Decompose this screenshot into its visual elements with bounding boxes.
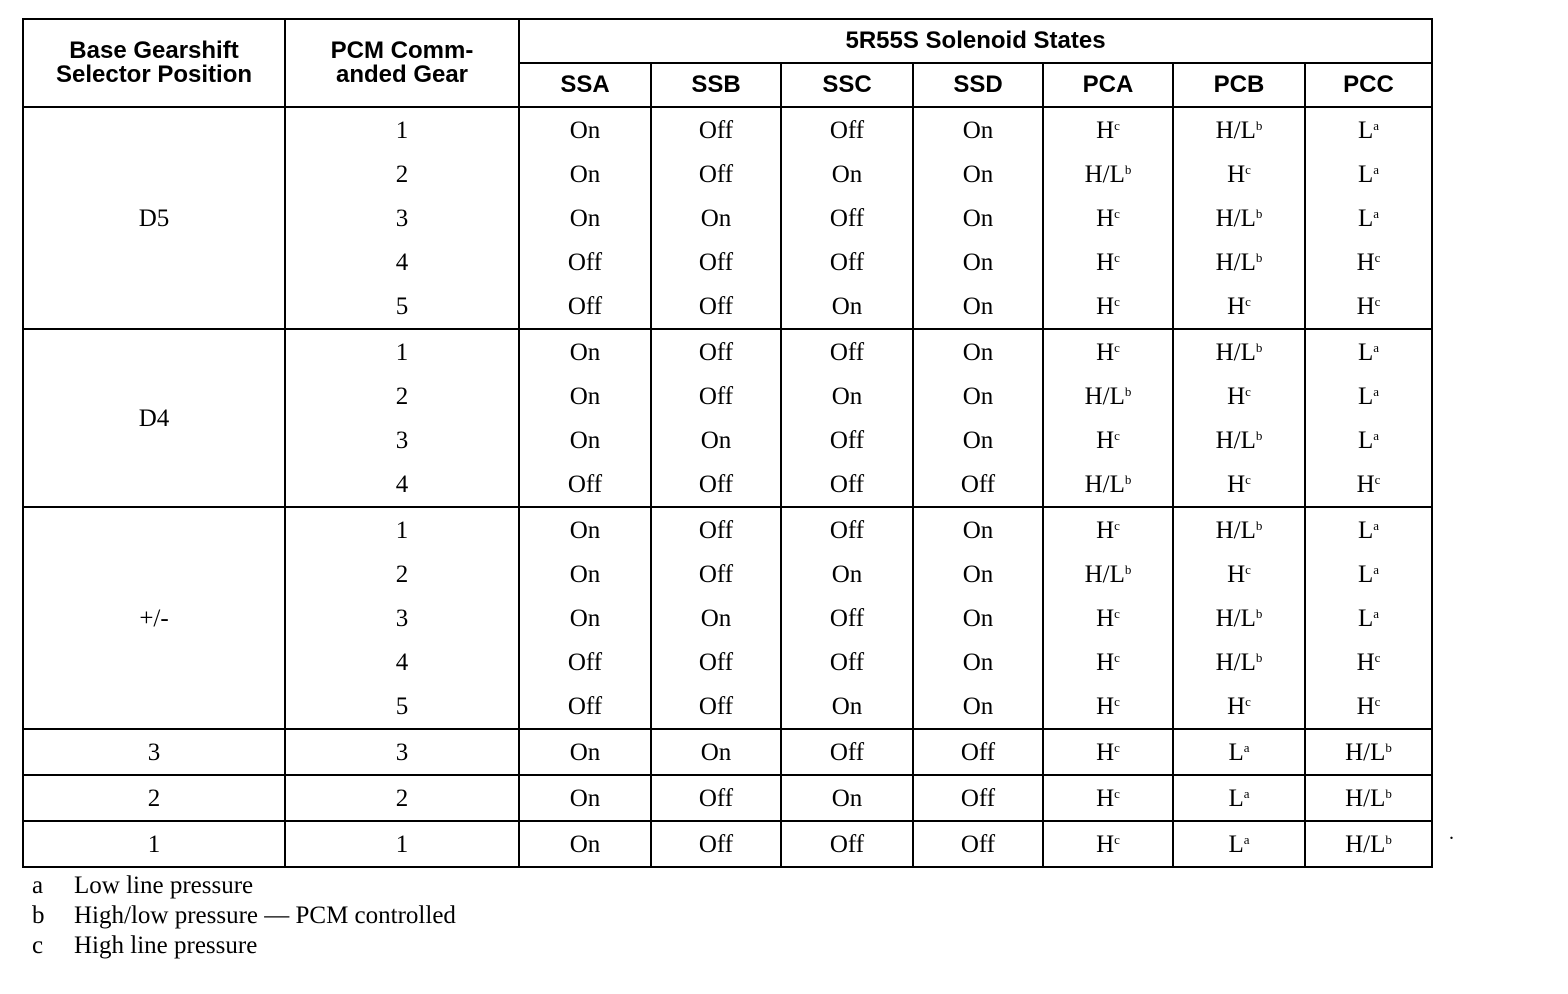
ssb-cell: Off bbox=[651, 152, 781, 196]
ssb-cell: On bbox=[651, 418, 781, 462]
ssc-cell: Off bbox=[781, 462, 913, 507]
footnote-item bbox=[32, 902, 456, 932]
header-selector-line2: Selector Position bbox=[55, 61, 253, 88]
pca-cell: $H^c$ bbox=[1043, 775, 1173, 821]
footnote-marker: b bbox=[1255, 517, 1263, 533]
ssa-cell: On bbox=[519, 107, 651, 152]
footnote-marker: c bbox=[1114, 249, 1120, 265]
ssa-cell: On bbox=[519, 507, 651, 552]
pcc-cell: $L^a$ bbox=[1305, 552, 1432, 596]
ssa-cell: On bbox=[519, 729, 651, 775]
commanded-gear-cell: 5 bbox=[285, 284, 519, 329]
footnote-marker: a bbox=[1373, 517, 1380, 533]
footnote-marker: a bbox=[1373, 427, 1380, 443]
footnote-item bbox=[32, 932, 456, 962]
commanded-gear-cell: 3 bbox=[285, 729, 519, 775]
pcb-cell: $H^c$ bbox=[1173, 552, 1305, 596]
ssc-cell: Off bbox=[781, 596, 913, 640]
table-header bbox=[23, 19, 1432, 107]
selector-position-cell: D5 bbox=[23, 107, 285, 329]
footnote-marker: a bbox=[1243, 785, 1250, 801]
pca-cell: $H^c$ bbox=[1043, 240, 1173, 284]
ssb-cell: Off bbox=[651, 640, 781, 684]
footnote-marker: c bbox=[1245, 561, 1251, 577]
ssd-cell: On bbox=[913, 107, 1043, 152]
pcc-cell: $L^a$ bbox=[1305, 596, 1432, 640]
stray-mark: . bbox=[1449, 822, 1454, 844]
ssc-cell: Off bbox=[781, 640, 913, 684]
footnote-text: High/low pressure — PCM controlled bbox=[74, 902, 456, 929]
pca-cell: $H^c$ bbox=[1043, 684, 1173, 729]
header-solenoid-states: 5R55S Solenoid States bbox=[519, 19, 1432, 63]
ssa-cell: On bbox=[519, 152, 651, 196]
ssa-cell: On bbox=[519, 329, 651, 374]
header-selector-position bbox=[23, 19, 285, 107]
ssd-cell: On bbox=[913, 240, 1043, 284]
pcc-cell: $H/L^b$ bbox=[1305, 821, 1432, 867]
footnote-marker: a bbox=[1243, 831, 1250, 847]
pca-cell: $H^c$ bbox=[1043, 640, 1173, 684]
pcb-cell: $L^a$ bbox=[1173, 729, 1305, 775]
ssd-cell: Off bbox=[913, 821, 1043, 867]
footnote-marker: b bbox=[1385, 739, 1392, 755]
pcb-cell: $H^c$ bbox=[1173, 374, 1305, 418]
ssd-cell: Off bbox=[913, 729, 1043, 775]
commanded-gear-cell: 5 bbox=[285, 684, 519, 729]
ssa-cell: On bbox=[519, 821, 651, 867]
footnote-marker: c bbox=[1114, 117, 1120, 133]
pcc-cell: $H^c$ bbox=[1305, 284, 1432, 329]
footnote-marker: a bbox=[1373, 605, 1380, 621]
ssa-cell: On bbox=[519, 552, 651, 596]
footnote-marker: c bbox=[1114, 517, 1120, 533]
ssd-cell: On bbox=[913, 374, 1043, 418]
ssd-cell: On bbox=[913, 640, 1043, 684]
ssa-cell: Off bbox=[519, 284, 651, 329]
commanded-gear-cell: 4 bbox=[285, 462, 519, 507]
footnote-text: Low line pressure bbox=[74, 872, 254, 899]
ssc-cell: Off bbox=[781, 821, 913, 867]
footnote-marker: b bbox=[1255, 339, 1263, 355]
ssc-cell: On bbox=[781, 552, 913, 596]
ssb-cell: Off bbox=[651, 507, 781, 552]
ssb-cell: On bbox=[651, 196, 781, 240]
footnote-marker: c bbox=[1374, 249, 1381, 265]
ssb-cell: Off bbox=[651, 329, 781, 374]
column-header-ssd: SSD bbox=[913, 63, 1043, 107]
commanded-gear-cell: 2 bbox=[285, 152, 519, 196]
pcb-cell: $H/L^b$ bbox=[1173, 240, 1305, 284]
footnote-marker: b bbox=[1255, 117, 1263, 133]
ssc-cell: On bbox=[781, 684, 913, 729]
pcc-cell: $L^a$ bbox=[1305, 152, 1432, 196]
header-gear-line2: anded Gear bbox=[335, 61, 469, 88]
table-row bbox=[23, 821, 1432, 867]
footnote-marker: b bbox=[1124, 383, 1132, 399]
footnote-key: b bbox=[32, 902, 45, 929]
pcc-cell: $H^c$ bbox=[1305, 684, 1432, 729]
ssa-cell: Off bbox=[519, 462, 651, 507]
commanded-gear-cell: 3 bbox=[285, 596, 519, 640]
footnote-key: c bbox=[32, 932, 44, 959]
pca-cell: $H/L^b$ bbox=[1043, 152, 1173, 196]
commanded-gear-cell: 2 bbox=[285, 775, 519, 821]
ssd-cell: On bbox=[913, 152, 1043, 196]
footnote-marker: c bbox=[1114, 205, 1120, 221]
pcb-cell: $L^a$ bbox=[1173, 775, 1305, 821]
pcc-cell: $L^a$ bbox=[1305, 107, 1432, 152]
ssc-cell: On bbox=[781, 775, 913, 821]
footnote-text: High line pressure bbox=[74, 932, 258, 959]
footnote-marker: c bbox=[1114, 427, 1120, 443]
footnote-marker: c bbox=[1374, 293, 1381, 309]
table-row bbox=[23, 775, 1432, 821]
footnote-marker: a bbox=[1373, 161, 1380, 177]
ssc-cell: Off bbox=[781, 196, 913, 240]
ssd-cell: Off bbox=[913, 462, 1043, 507]
ssd-cell: On bbox=[913, 507, 1043, 552]
selector-position-cell: +/- bbox=[23, 507, 285, 729]
ssb-cell: Off bbox=[651, 684, 781, 729]
ssd-cell: On bbox=[913, 329, 1043, 374]
ssa-cell: On bbox=[519, 775, 651, 821]
table-row bbox=[23, 329, 1432, 374]
ssd-cell: On bbox=[913, 684, 1043, 729]
column-header-ssc: SSC bbox=[781, 63, 913, 107]
ssd-cell: On bbox=[913, 418, 1043, 462]
ssb-cell: Off bbox=[651, 107, 781, 152]
ssc-cell: Off bbox=[781, 240, 913, 284]
footnote-marker: b bbox=[1255, 427, 1263, 443]
pca-cell: $H/L^b$ bbox=[1043, 552, 1173, 596]
header-gear-line1: PCM Comm- bbox=[330, 37, 474, 64]
column-header-ssb: SSB bbox=[651, 63, 781, 107]
footnote-marker: b bbox=[1255, 249, 1263, 265]
pca-cell: $H^c$ bbox=[1043, 329, 1173, 374]
footnote-marker: c bbox=[1245, 471, 1251, 487]
pcb-cell: $H/L^b$ bbox=[1173, 196, 1305, 240]
table-row bbox=[23, 729, 1432, 775]
footnote-marker: c bbox=[1374, 693, 1381, 709]
footnote-marker: c bbox=[1114, 693, 1120, 709]
footnote-marker: c bbox=[1114, 649, 1120, 665]
footnote-marker: c bbox=[1245, 293, 1251, 309]
pca-cell: $H^c$ bbox=[1043, 418, 1173, 462]
pcb-cell: $H/L^b$ bbox=[1173, 507, 1305, 552]
footnote-marker: b bbox=[1255, 649, 1263, 665]
ssa-cell: On bbox=[519, 596, 651, 640]
table-row bbox=[23, 507, 1432, 552]
footnote-marker: b bbox=[1255, 205, 1263, 221]
pcc-cell: $H/L^b$ bbox=[1305, 775, 1432, 821]
pcc-cell: $L^a$ bbox=[1305, 196, 1432, 240]
pcc-cell: $H^c$ bbox=[1305, 462, 1432, 507]
pcb-cell: $H/L^b$ bbox=[1173, 329, 1305, 374]
ssc-cell: On bbox=[781, 152, 913, 196]
footnote-item bbox=[32, 872, 456, 902]
solenoid-table-container bbox=[22, 18, 1433, 868]
commanded-gear-cell: 1 bbox=[285, 507, 519, 552]
ssc-cell: Off bbox=[781, 729, 913, 775]
pcb-cell: $H/L^b$ bbox=[1173, 640, 1305, 684]
ssa-cell: On bbox=[519, 374, 651, 418]
ssc-cell: Off bbox=[781, 107, 913, 152]
pca-cell: $H^c$ bbox=[1043, 107, 1173, 152]
ssc-cell: On bbox=[781, 284, 913, 329]
pca-cell: $H^c$ bbox=[1043, 729, 1173, 775]
ssd-cell: On bbox=[913, 284, 1043, 329]
commanded-gear-cell: 4 bbox=[285, 240, 519, 284]
ssb-cell: Off bbox=[651, 462, 781, 507]
ssb-cell: Off bbox=[651, 821, 781, 867]
pcc-cell: $H^c$ bbox=[1305, 640, 1432, 684]
ssc-cell: Off bbox=[781, 329, 913, 374]
footnote-marker: a bbox=[1373, 117, 1380, 133]
commanded-gear-cell: 3 bbox=[285, 418, 519, 462]
solenoid-states-table bbox=[22, 18, 1433, 868]
footnote-marker: c bbox=[1114, 339, 1120, 355]
footnote-marker: a bbox=[1373, 383, 1380, 399]
pca-cell: $H^c$ bbox=[1043, 284, 1173, 329]
pcc-cell: $L^a$ bbox=[1305, 329, 1432, 374]
footnotes bbox=[32, 872, 456, 962]
pca-cell: $H^c$ bbox=[1043, 507, 1173, 552]
footnote-marker: a bbox=[1373, 561, 1380, 577]
ssc-cell: Off bbox=[781, 507, 913, 552]
selector-position-cell: D4 bbox=[23, 329, 285, 507]
ssb-cell: On bbox=[651, 596, 781, 640]
ssd-cell: On bbox=[913, 196, 1043, 240]
ssb-cell: Off bbox=[651, 374, 781, 418]
ssd-cell: On bbox=[913, 552, 1043, 596]
column-header-pcc: PCC bbox=[1305, 63, 1432, 107]
ssb-cell: Off bbox=[651, 775, 781, 821]
ssc-cell: On bbox=[781, 374, 913, 418]
table-body bbox=[23, 107, 1432, 867]
pcb-cell: $H^c$ bbox=[1173, 684, 1305, 729]
commanded-gear-cell: 2 bbox=[285, 374, 519, 418]
ssd-cell: On bbox=[913, 596, 1043, 640]
footnote-marker: c bbox=[1374, 471, 1381, 487]
header-selector-line1: Base Gearshift bbox=[69, 37, 239, 64]
pcb-cell: $H/L^b$ bbox=[1173, 418, 1305, 462]
footnote-marker: a bbox=[1373, 205, 1380, 221]
ssb-cell: On bbox=[651, 729, 781, 775]
column-header-pcb: PCB bbox=[1173, 63, 1305, 107]
pcc-cell: $H/L^b$ bbox=[1305, 729, 1432, 775]
pcb-cell: $L^a$ bbox=[1173, 821, 1305, 867]
footnote-key: a bbox=[32, 872, 44, 899]
footnote-marker: a bbox=[1373, 339, 1380, 355]
ssd-cell: Off bbox=[913, 775, 1043, 821]
column-header-ssa: SSA bbox=[519, 63, 651, 107]
ssb-cell: Off bbox=[651, 284, 781, 329]
ssb-cell: Off bbox=[651, 552, 781, 596]
pcc-cell: $L^a$ bbox=[1305, 507, 1432, 552]
ssb-cell: Off bbox=[651, 240, 781, 284]
ssa-cell: On bbox=[519, 196, 651, 240]
pcb-cell: $H^c$ bbox=[1173, 152, 1305, 196]
footnote-marker: c bbox=[1245, 383, 1251, 399]
pca-cell: $H^c$ bbox=[1043, 596, 1173, 640]
ssa-cell: On bbox=[519, 418, 651, 462]
pcc-cell: $L^a$ bbox=[1305, 418, 1432, 462]
pcc-cell: $L^a$ bbox=[1305, 374, 1432, 418]
commanded-gear-cell: 1 bbox=[285, 107, 519, 152]
footnote-marker: c bbox=[1114, 785, 1120, 801]
column-header-pca: PCA bbox=[1043, 63, 1173, 107]
commanded-gear-cell: 1 bbox=[285, 821, 519, 867]
pcb-cell: $H/L^b$ bbox=[1173, 596, 1305, 640]
selector-position-cell: 3 bbox=[23, 729, 285, 775]
pcc-cell: $H^c$ bbox=[1305, 240, 1432, 284]
selector-position-cell: 2 bbox=[23, 775, 285, 821]
selector-position-cell: 1 bbox=[23, 821, 285, 867]
pca-cell: $H^c$ bbox=[1043, 196, 1173, 240]
pcb-cell: $H^c$ bbox=[1173, 462, 1305, 507]
header-commanded-gear bbox=[285, 19, 519, 107]
pca-cell: $H^c$ bbox=[1043, 821, 1173, 867]
commanded-gear-cell: 4 bbox=[285, 640, 519, 684]
ssa-cell: Off bbox=[519, 684, 651, 729]
pcb-cell: $H^c$ bbox=[1173, 284, 1305, 329]
footnote-marker: b bbox=[1124, 561, 1132, 577]
footnote-marker: c bbox=[1245, 693, 1251, 709]
footnote-marker: c bbox=[1114, 293, 1120, 309]
pca-cell: $H/L^b$ bbox=[1043, 374, 1173, 418]
footnote-marker: c bbox=[1114, 605, 1120, 621]
footnote-marker: c bbox=[1114, 739, 1120, 755]
pca-cell: $H/L^b$ bbox=[1043, 462, 1173, 507]
footnote-marker: b bbox=[1385, 785, 1392, 801]
ssa-cell: Off bbox=[519, 240, 651, 284]
footnote-marker: c bbox=[1374, 649, 1381, 665]
footnote-marker: b bbox=[1124, 161, 1132, 177]
footnote-marker: c bbox=[1245, 161, 1251, 177]
footnote-marker: b bbox=[1385, 831, 1392, 847]
pcb-cell: $H/L^b$ bbox=[1173, 107, 1305, 152]
ssa-cell: Off bbox=[519, 640, 651, 684]
commanded-gear-cell: 3 bbox=[285, 196, 519, 240]
footnote-marker: c bbox=[1114, 831, 1120, 847]
footnote-marker: b bbox=[1255, 605, 1263, 621]
table-row bbox=[23, 107, 1432, 152]
commanded-gear-cell: 2 bbox=[285, 552, 519, 596]
footnote-marker: b bbox=[1124, 471, 1132, 487]
footnote-marker: a bbox=[1243, 739, 1250, 755]
ssc-cell: Off bbox=[781, 418, 913, 462]
commanded-gear-cell: 1 bbox=[285, 329, 519, 374]
